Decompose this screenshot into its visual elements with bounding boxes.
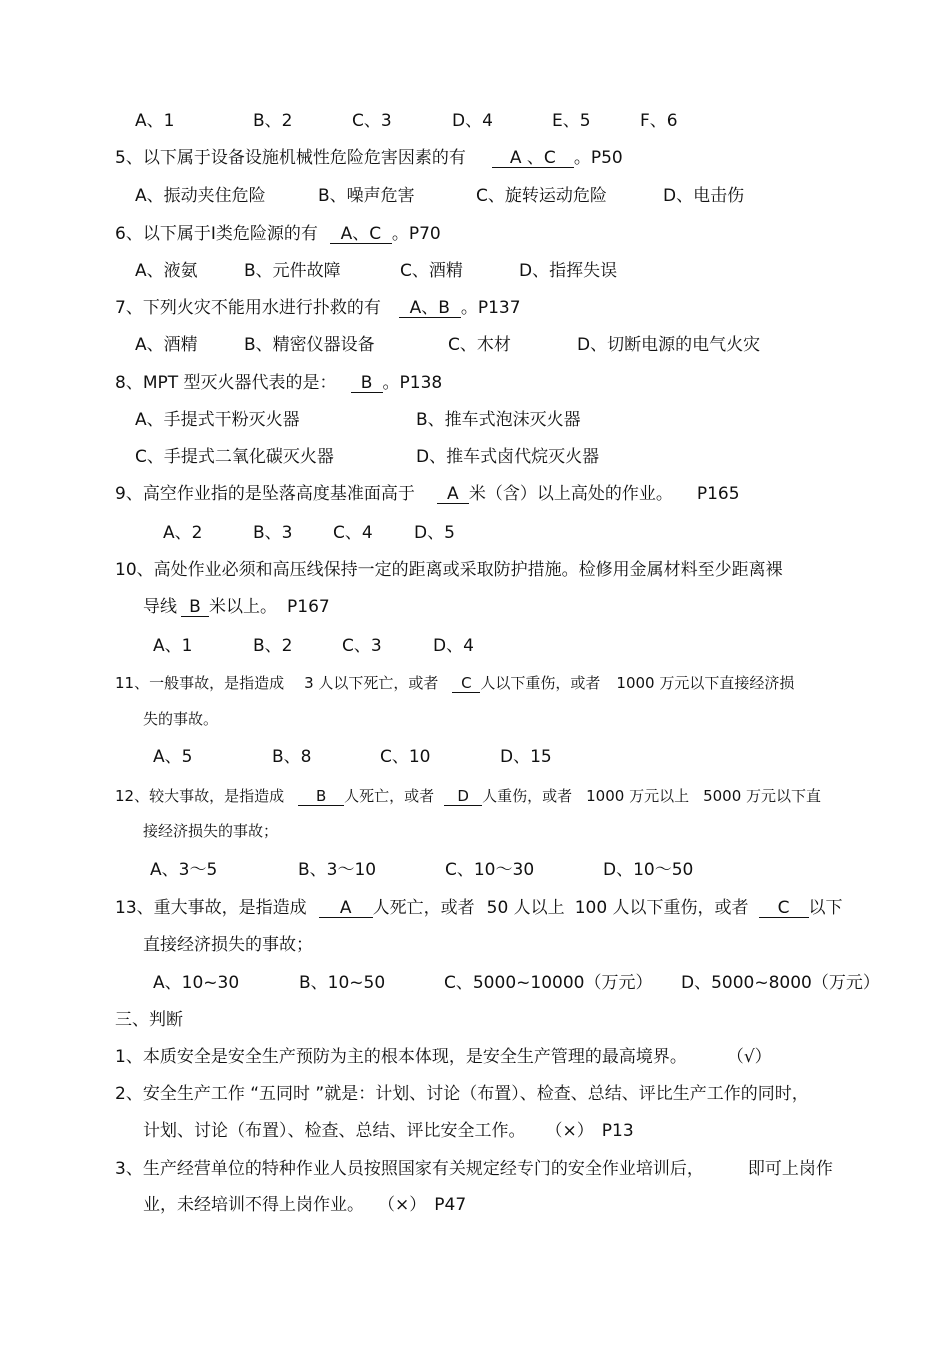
option-b: B、3: [253, 523, 293, 543]
answer-blank: C: [452, 674, 480, 693]
option-a: A、5: [153, 747, 193, 767]
question-stem: 7、下列火灾不能用水进行扑救的有: [115, 298, 381, 318]
page-reference: P165: [696, 484, 740, 504]
option-b: B、10~50: [299, 973, 386, 993]
option-c: C、手提式二氧化碳灭火器: [135, 447, 334, 467]
answer-mark: （×）: [545, 1121, 594, 1141]
option-d: D、10～50: [603, 860, 694, 880]
question-text: 人重伤，或者: [482, 787, 573, 805]
judgement-2-line1: 2、安全生产工作 “五同时 ”就是：计划、讨论（布置）、检查、总结、评比生产工作的同时，: [115, 1084, 809, 1104]
statement-text: 即可上岗作: [747, 1159, 833, 1179]
option-e: E、5: [552, 111, 591, 131]
question-text: 3 人以下死亡，或者: [304, 674, 439, 692]
answer-mark: （√）: [726, 1047, 772, 1067]
option-a: A、2: [163, 523, 203, 543]
page-reference: P47: [434, 1195, 467, 1215]
page-reference: P13: [601, 1121, 634, 1141]
answer-blank: A 、C: [492, 149, 574, 168]
statement-text: 3、生产经营单位的特种作业人员按照国家有关规定经专门的安全作业培训后，: [115, 1159, 704, 1179]
question-stem: 13、重大事故，是指造成: [115, 898, 307, 918]
option-a: A、3～5: [150, 860, 218, 880]
option-d: D、4: [452, 111, 493, 131]
question-text: 50 人以上: [486, 898, 565, 918]
option-a: A、1: [153, 636, 193, 656]
question-stem: 6、以下属于Ⅰ类危险源的有: [115, 224, 318, 244]
judgement-1: [115, 1046, 772, 1068]
question-text: 100 人以下重伤，或者: [574, 898, 749, 918]
option-f: F、6: [640, 111, 678, 131]
option-b: B、元件故障: [244, 261, 341, 281]
question-10-line1: 10、高处作业必须和高压线保持一定的距离或采取防护措施。检修用金属材料至少距离裸: [115, 560, 783, 580]
answer-blank: A、C: [330, 225, 392, 244]
question-11-line2: 失的事故。: [143, 710, 219, 728]
option-a: A、液氨: [135, 261, 198, 281]
question-tail: 米以上。: [209, 597, 277, 617]
option-d: D、5000~8000（万元）: [681, 973, 880, 993]
option-c: C、5000~10000（万元）: [444, 973, 653, 993]
answer-blank: B: [181, 598, 209, 617]
option-a: A、振动夹住危险: [135, 186, 266, 206]
question-text: 1000 万元以下直接经济损: [616, 674, 795, 692]
answer-blank-2: C: [759, 899, 809, 918]
answer-blank: A: [437, 485, 469, 504]
option-c: C、旋转运动危险: [476, 186, 607, 206]
section-heading: 三、判断: [115, 1010, 183, 1030]
option-b: B、噪声危害: [318, 186, 415, 206]
answer-blank-1: B: [298, 787, 344, 806]
option-c: C、4: [333, 523, 373, 543]
question-9: [115, 483, 740, 505]
judgement-3-line1: [115, 1158, 833, 1180]
answer-blank: A、B: [399, 299, 461, 318]
question-13-line2: 直接经济损失的事故；: [143, 935, 313, 955]
option-c: C、10: [380, 747, 431, 767]
option-d: D、指挥失误: [519, 261, 618, 281]
question-8: [115, 372, 442, 394]
question-13-line1: [115, 897, 843, 919]
question-stem: 导线: [143, 597, 177, 617]
option-b: B、3～10: [298, 860, 377, 880]
option-c: C、3: [352, 111, 392, 131]
question-text: 人死亡，或者: [372, 898, 475, 918]
question-stem: 8、MPT 型灭火器代表的是：: [115, 373, 337, 393]
option-d: D、电击伤: [663, 186, 745, 206]
option-c: C、酒精: [400, 261, 463, 281]
option-d: D、推车式卤代烷灭火器: [416, 447, 600, 467]
answer-blank-1: A: [319, 899, 373, 918]
question-stem: 12、较大事故，是指造成: [115, 787, 285, 805]
option-b: B、2: [253, 111, 293, 131]
judgement-3-line2: [143, 1194, 466, 1216]
question-tail: 。P70: [391, 224, 441, 244]
option-c: C、3: [342, 636, 382, 656]
question-12-line1: [115, 785, 821, 807]
option-b: B、2: [253, 636, 293, 656]
statement-text: 1、本质安全是安全生产预防为主的根本体现，是安全生产管理的最高境界。: [115, 1047, 687, 1067]
option-b: B、推车式泡沫灭火器: [416, 410, 581, 430]
option-c: C、木材: [448, 335, 511, 355]
option-a: A、酒精: [135, 335, 198, 355]
judgement-2-line2: [143, 1120, 634, 1142]
answer-mark: （×）: [378, 1195, 427, 1215]
option-a: A、手提式干粉灭火器: [135, 410, 300, 430]
question-tail: 。P138: [382, 373, 443, 393]
answer-blank-2: D: [444, 787, 482, 806]
question-stem: 9、高空作业指的是坠落高度基准面高于: [115, 484, 415, 504]
question-7: [115, 297, 521, 319]
question-12-line2: 接经济损失的事故；: [143, 822, 279, 840]
option-d: D、4: [433, 636, 474, 656]
statement-text: 计划、讨论（布置）、检查、总结、评比安全工作。: [143, 1121, 526, 1141]
question-text: 5000 万元以下直: [703, 787, 822, 805]
option-b: B、精密仪器设备: [244, 335, 375, 355]
question-10-line2: [143, 596, 330, 618]
question-tail: 。P50: [573, 148, 623, 168]
option-b: B、8: [272, 747, 312, 767]
question-stem: 5、以下属于设备设施机械性危险危害因素的有: [115, 148, 466, 168]
option-d: D、15: [500, 747, 552, 767]
question-text: 1000 万元以上: [586, 787, 690, 805]
option-a: A、1: [135, 111, 175, 131]
option-c: C、10～30: [445, 860, 535, 880]
question-text: 人死亡，或者: [344, 787, 435, 805]
question-text: 人以下重伤，或者: [480, 674, 601, 692]
option-a: A、10~30: [153, 973, 240, 993]
question-5: [115, 147, 623, 169]
question-stem: 11、一般事故，是指造成: [115, 674, 285, 692]
question-11-line1: [115, 672, 794, 694]
question-text: 以下: [808, 898, 843, 918]
option-d: D、5: [414, 523, 455, 543]
option-d: D、切断电源的电气火灾: [577, 335, 761, 355]
answer-blank: B: [351, 374, 383, 393]
question-6: [115, 223, 441, 245]
statement-text: 业，未经培训不得上岗作业。: [143, 1195, 364, 1215]
question-tail: 米（含）以上高处的作业。: [468, 484, 673, 504]
page-reference: P167: [287, 597, 330, 617]
question-tail: 。P137: [460, 298, 521, 318]
